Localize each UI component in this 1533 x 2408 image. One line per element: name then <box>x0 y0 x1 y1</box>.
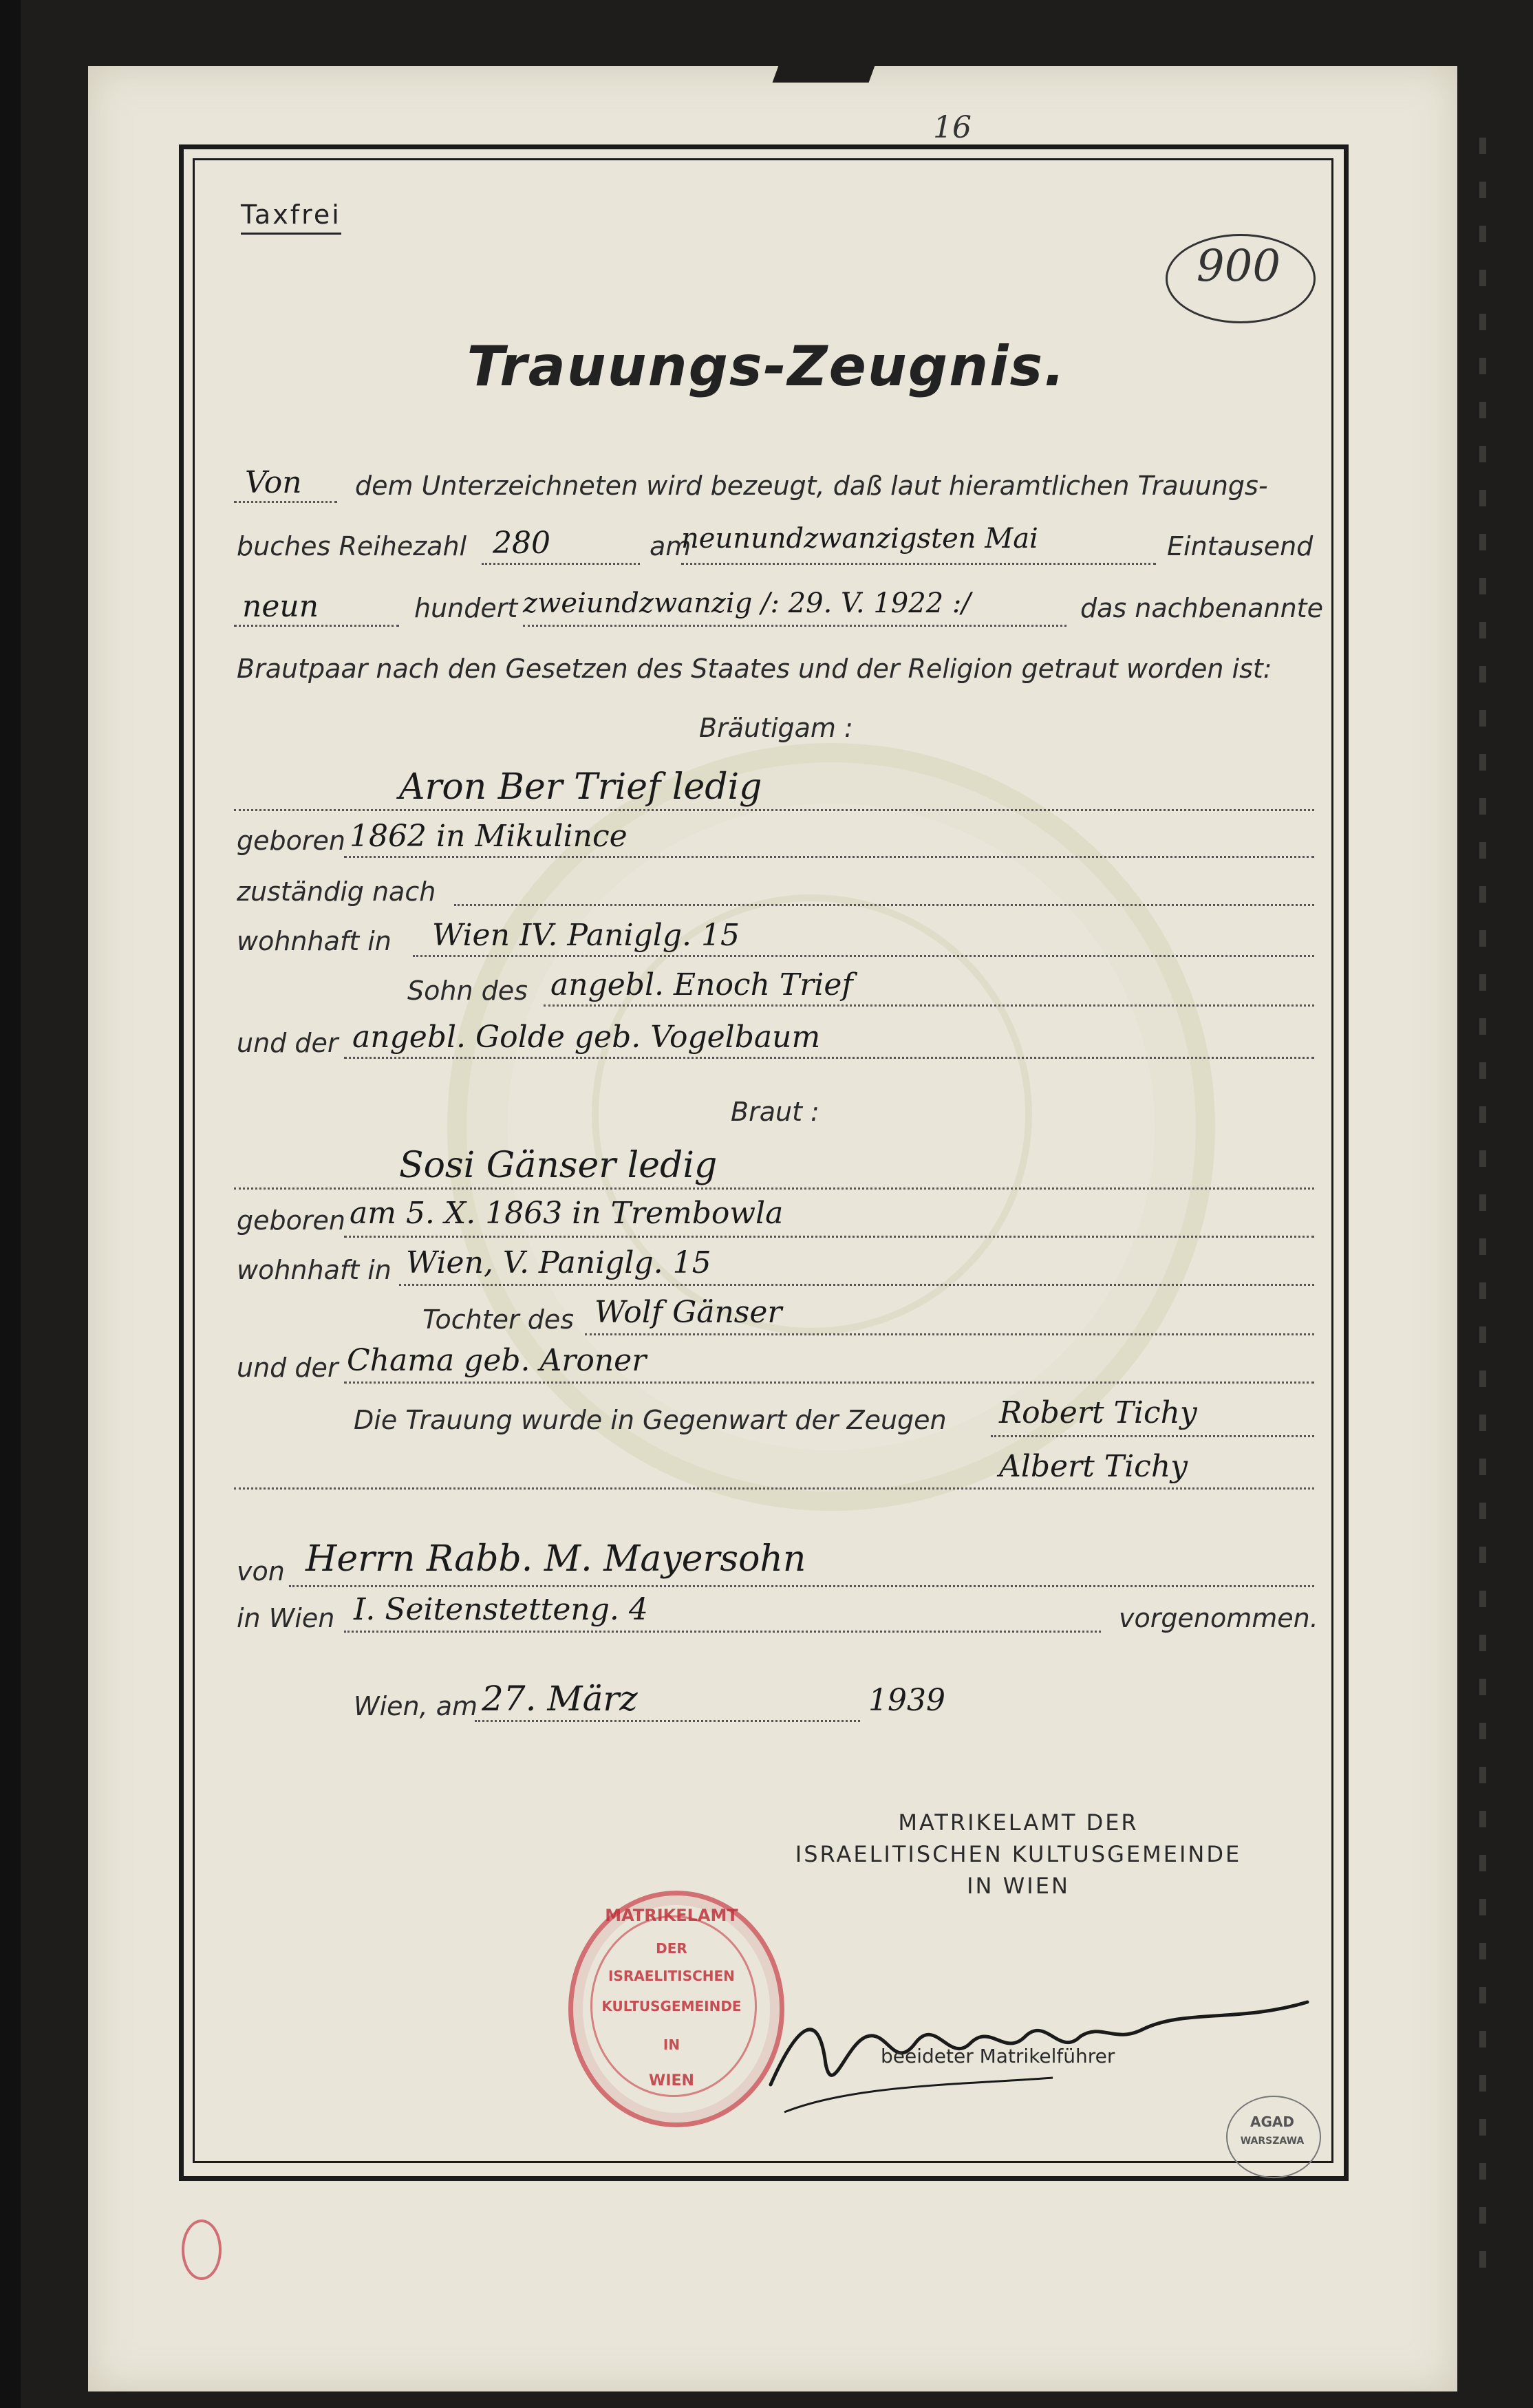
bride-tochter-label: Tochter des <box>422 1304 575 1335</box>
groom-name: Aron Ber Trief ledig <box>399 766 762 808</box>
groom-wohnhaft: Wien IV. Paniglg. 15 <box>432 918 740 953</box>
office-line2: ISRAELITISCHEN KULTUSGEMEINDE <box>795 1841 1242 1867</box>
intro-line4: Brautpaar nach den Gesetzen des Staates und der Religion getraut worden ist: <box>237 654 1272 684</box>
groom-sohn-label: Sohn des <box>407 976 528 1006</box>
issue-wien-am: Wien, am <box>354 1691 478 1721</box>
ceremony-officiant: Herrn Rabb. M. Mayersohn <box>305 1538 806 1580</box>
bride-heading: Braut : <box>731 1097 819 1127</box>
intro-hundert: hundert <box>414 593 518 623</box>
red-pencil-mark <box>182 2219 222 2280</box>
bride-und-der-label: und der <box>237 1353 339 1383</box>
binding-stitches <box>1479 138 1486 2270</box>
signature-caption: beeideter Matrikelführer <box>881 2045 1115 2067</box>
bride-born: am 5. X. 1863 in Trembowla <box>350 1196 784 1231</box>
reference-number: 900 <box>1196 241 1281 292</box>
stamp-line3: ISRAELITISCHEN <box>608 1968 735 1984</box>
groom-zustaendig-label: zuständig nach <box>237 877 436 907</box>
groom-mother: angebl. Golde geb. Vogelbaum <box>352 1020 821 1055</box>
intro-buches: buches Reihezahl <box>237 531 467 561</box>
archive-stamp-line1: AGAD <box>1250 2114 1294 2130</box>
ceremony-von-label: von <box>237 1556 285 1587</box>
bride-father: Wolf Gänser <box>594 1295 782 1330</box>
witness-2: Albert Tichy <box>999 1449 1188 1484</box>
intro-nachbenannte: das nachbenannte <box>1080 593 1323 623</box>
intro-eintausend: Eintausend <box>1167 531 1314 561</box>
stamp-line1: MATRIKELAMT <box>605 1906 738 1925</box>
intro-am: am <box>650 531 692 561</box>
ceremony-in-wien-label: in Wien <box>237 1603 335 1633</box>
witness-1: Robert Tichy <box>999 1395 1197 1430</box>
groom-father: angebl. Enoch Trief <box>550 967 853 1002</box>
intro-line1: dem Unterzeichneten wird bezeugt, daß laut hieramtlichen Trauungs- <box>355 471 1268 501</box>
bride-wohnhaft: Wien, V. Paniglg. 15 <box>406 1245 711 1280</box>
archive-stamp-line2: WARSZAWA <box>1240 2136 1305 2147</box>
intro-neun: neun <box>242 589 319 624</box>
taxfrei-label: Taxfrei <box>241 200 341 235</box>
issue-date: 27. März <box>482 1679 638 1719</box>
office-line3: IN WIEN <box>967 1873 1070 1899</box>
bride-name: Sosi Gänser ledig <box>399 1145 718 1186</box>
intro-von: Von <box>245 465 302 500</box>
ceremony-zeugen: Die Trauung wurde in Gegenwart der Zeugen <box>354 1405 947 1435</box>
stamp-line6: WIEN <box>649 2072 694 2089</box>
office-line1: MATRIKELAMT DER <box>898 1809 1139 1836</box>
bride-wohnhaft-label: wohnhaft in <box>237 1255 392 1285</box>
groom-heading: Bräutigam : <box>699 713 853 743</box>
intro-reihezahl: 280 <box>493 526 550 561</box>
groom-born-label: geboren <box>237 826 345 856</box>
ceremony-vorgenommen: vorgenommen. <box>1119 1603 1318 1633</box>
document-title: Trauungs-Zeugnis. <box>467 334 1066 398</box>
intro-year: zweiundzwanzig /: 29. V. 1922 :/ <box>523 588 971 619</box>
page-number: 16 <box>933 110 972 145</box>
bride-mother: Chama geb. Aroner <box>347 1343 647 1378</box>
bride-born-label: geboren <box>237 1205 345 1236</box>
intro-date: neunundzwanzigsten Mai <box>681 523 1038 555</box>
stamp-line2: DER <box>656 1940 687 1957</box>
groom-born: 1862 in Mikulince <box>350 819 628 854</box>
groom-wohnhaft-label: wohnhaft in <box>237 926 392 956</box>
issue-year: 1939 <box>868 1683 945 1718</box>
ceremony-location: I. Seitenstetteng. 4 <box>354 1592 648 1627</box>
stamp-line5: IN <box>663 2036 680 2053</box>
groom-und-der-label: und der <box>237 1028 339 1058</box>
stamp-line4: KULTUSGEMEINDE <box>601 1998 742 2014</box>
